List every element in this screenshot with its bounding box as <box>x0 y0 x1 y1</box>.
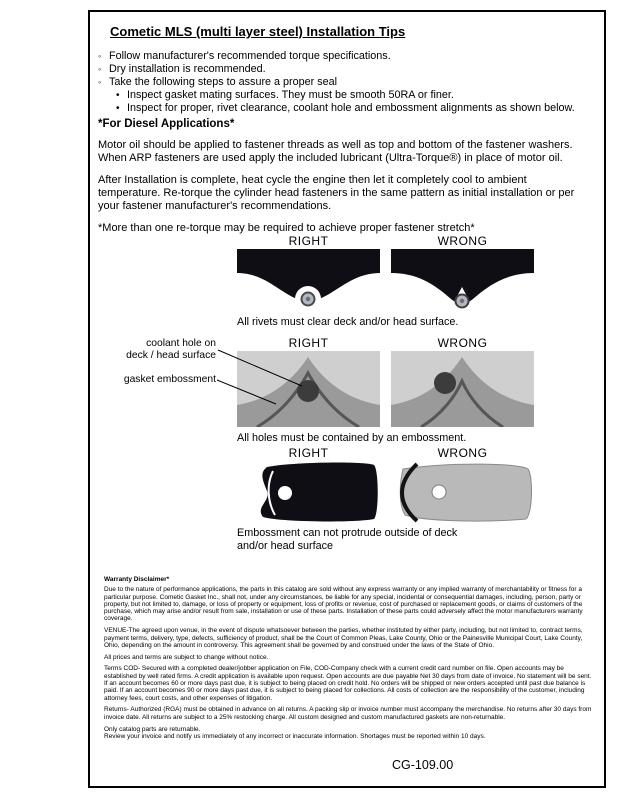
wrong-label: WRONG <box>437 336 488 350</box>
tip-text: Follow manufacturer's recommended torque specifications. <box>109 50 391 62</box>
warranty-paragraph: Only catalog parts are returnable. <box>104 725 201 733</box>
coolant-hole-callout <box>112 338 216 362</box>
page-title: Cometic MLS (multi layer steel) Installation Tips <box>110 24 406 39</box>
list-item <box>98 76 590 89</box>
warranty-disclaimer <box>104 576 596 745</box>
wrong-label: WRONG <box>437 234 488 248</box>
right-label: RIGHT <box>288 234 329 248</box>
tip-text: Take the following steps to assure a proper seal <box>109 76 338 88</box>
open-bullet-icon: ◦ <box>98 51 102 61</box>
catalog-page-code: CG-109.00 <box>392 758 454 772</box>
diesel-section <box>98 118 586 235</box>
retorque-note: *More than one re-torque may be required to achieve proper fastener stretch* <box>98 222 475 234</box>
open-bullet-icon: ◦ <box>98 64 102 74</box>
protrusion-right-diagram <box>237 461 380 523</box>
open-bullet-icon: ◦ <box>98 77 102 87</box>
rivet-caption: All rivets must clear deck and/or head surface. <box>237 316 459 328</box>
diesel-paragraph: Motor oil should be applied to fastener threads as well as top and bottom of the fastener washers. When ARP fasteners are used apply the included lubricant (Ultra-Torque®) in place of motor oil. <box>98 139 573 164</box>
caption-line: Embossment can not protrude outside of deck <box>237 527 458 539</box>
caption-line: and/or head surface <box>237 539 334 552</box>
rivet-right-diagram <box>237 249 380 311</box>
gasket-embossment-callout: gasket embossment <box>123 374 216 385</box>
holes-caption: All holes must be contained by an embossment. <box>237 432 467 444</box>
protrusion-caption <box>237 527 517 552</box>
diesel-heading: *For Diesel Applications* <box>98 118 235 130</box>
embossment-right-diagram <box>237 351 380 427</box>
tips-list <box>98 50 590 115</box>
diagram-section <box>90 234 604 568</box>
warranty-heading: Warranty Disclaimer* <box>104 576 170 583</box>
solid-bullet-icon: • <box>116 103 120 114</box>
tip-text: Inspect for proper, rivet clearance, coolant hole and embossment alignments as shown below. <box>127 102 575 114</box>
warranty-paragraph: Returns- Authorized (RGA) must be obtained in advance on all returns. A packing slip or invoice number must accompany the merchandise. No returns after 30 days from invoice date. All returns are subject to a 25% restocking charge. All custom designed and custom manufactured gaskets are non-returnable. <box>104 706 592 721</box>
tip-text: Inspect gasket mating surfaces. They must be smooth 50RA or finer. <box>127 89 454 101</box>
wrong-label: WRONG <box>437 446 488 460</box>
right-label: RIGHT <box>288 446 329 460</box>
warranty-paragraph: Terms COD- Secured with a completed dealer/jobber application on File, COD-Company check with a current credit card number on file. Open accounts may be established by well rated firms. A credit application is available upon request. Open accounts are due payable Net 30 days from date of invoice. No statement will be sent. If an account becomes 60 or more days past due, it is subject to being placed on credit hold. No orders will be shipped or new orders accepted until past due balance is paid. If an account becomes 90 or more days past due, it is subject to being placed for collections. All costs of collection are the responsibility of the customer, including attorney fees, court costs, and other expenses of litigation. <box>104 665 592 702</box>
right-label: RIGHT <box>288 336 329 350</box>
list-item <box>98 50 590 63</box>
protrusion-wrong-diagram <box>391 461 534 523</box>
callout-text: deck / head surface <box>126 350 216 361</box>
rivet-wrong-diagram <box>391 249 534 311</box>
list-item <box>116 89 590 102</box>
warranty-paragraph: Due to the nature of performance applications, the parts in this catalog are sold without any express warranty or any implied warranty of merchantability or fitness for a particular purpose. Cometic Gasket Inc., shall not, under any circumstances, be liable for any special, incidental or consequential damages, including, person, party or property, but not limited to, damage, or loss of property or equipment, loss of profits or revenue, cost of purchased or replacement goods, or claims of customers of the purchase, which may arise and/or result from sale, installation or use of these parts. Installation of these parts could adversely affect the motor manufacturers warranty coverage. <box>104 586 583 623</box>
tip-text: Dry installation is recommended. <box>109 63 266 75</box>
warranty-paragraph: VENUE-The agreed upon venue, in the event of dispute whatsoever between the parties, whether instituted by either party, including, but not limited to, contract terms, payment terms, delivery, type, defects, sufficiency of product, shall be the Court of Common Pleas, Lake County, Ohio or the Painesville Municipal Court, Lake County, Ohio, depending on the amount in controversy. This agreement shall be governed by and construed under the laws of the State of Ohio. <box>104 627 583 649</box>
page-border-frame <box>88 10 606 788</box>
embossment-wrong-diagram <box>391 351 534 427</box>
list-item <box>116 102 590 115</box>
callout-text: coolant hole on <box>146 338 216 349</box>
warranty-paragraph: Review your invoice and notify us immediately of any incorrect or inaccurate information. Shortages must be reported within 10 days. <box>104 732 486 740</box>
list-item <box>98 63 590 76</box>
solid-bullet-icon: • <box>116 90 120 101</box>
diesel-paragraph: After Installation is complete, heat cycle the engine then let it completely cool to ambient temperature. Re-torque the cylinder head fasteners in the same pattern as initial installation or per your fastener manufacturer's recommendations. <box>98 174 575 212</box>
warranty-paragraph: All prices and terms are subject to change without notice. <box>104 653 269 661</box>
